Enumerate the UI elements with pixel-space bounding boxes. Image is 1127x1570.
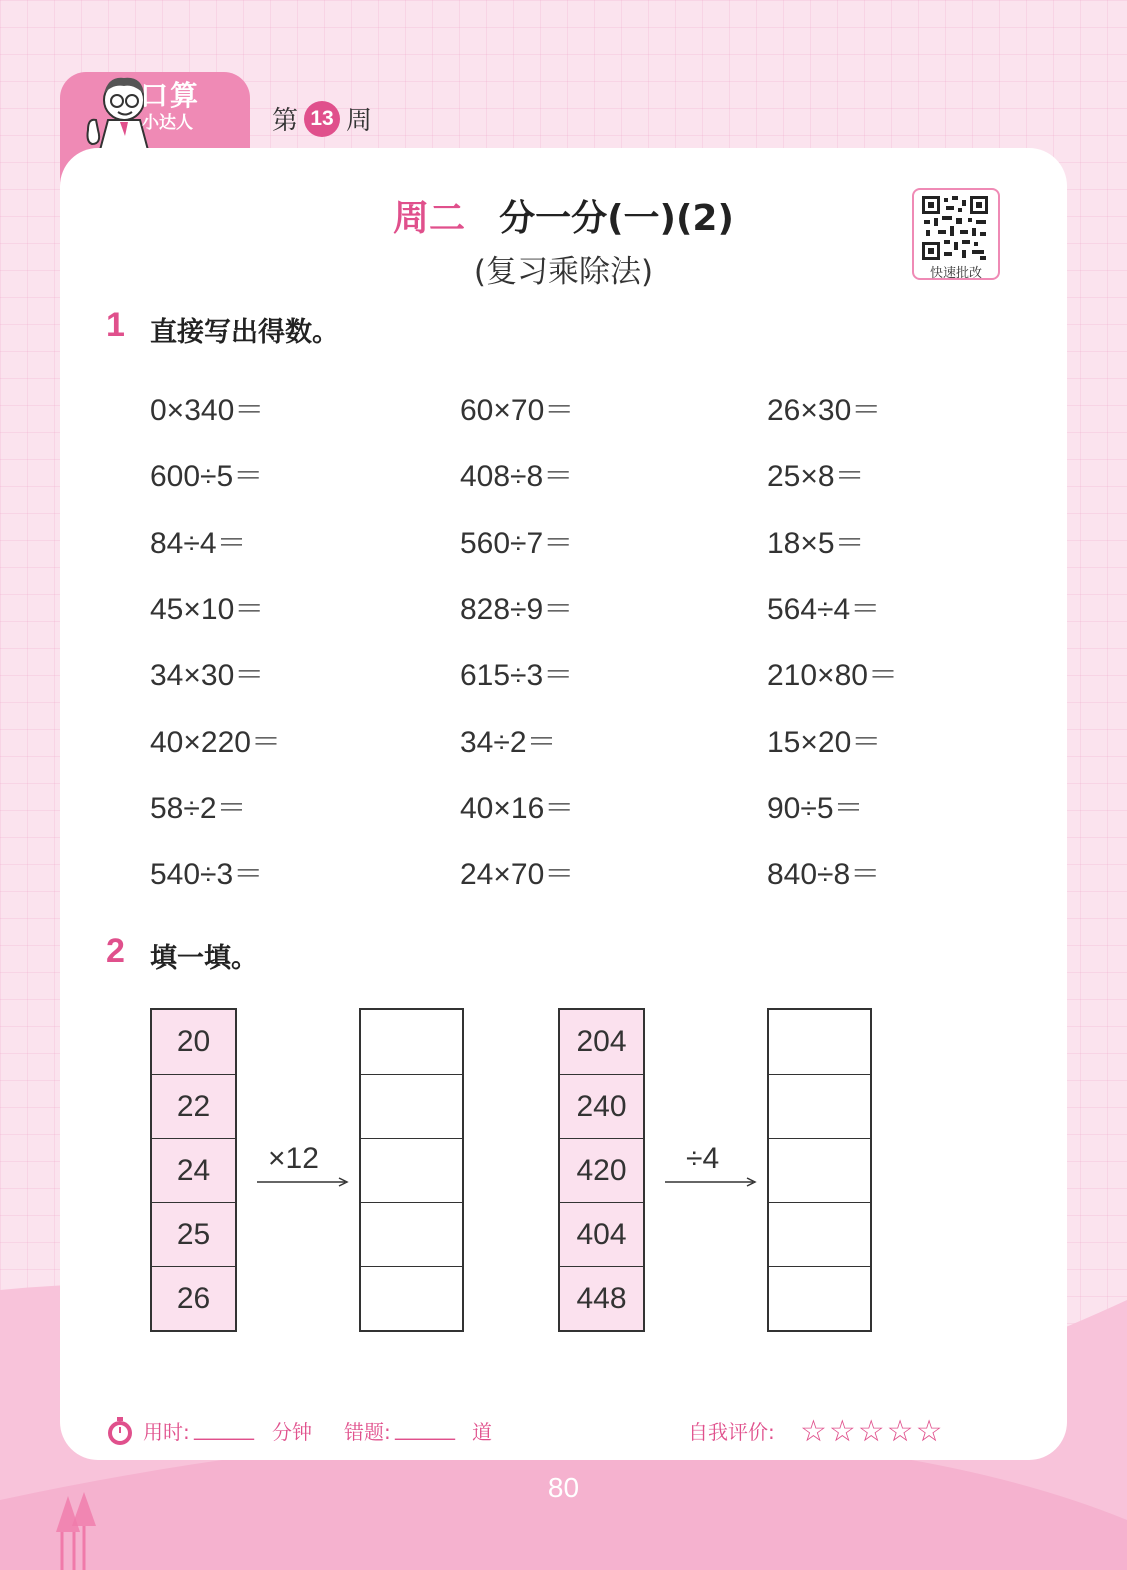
input-cell: 25 xyxy=(152,1202,235,1266)
arrow-icon xyxy=(257,1176,349,1188)
time-input[interactable]: ______ xyxy=(194,1416,254,1440)
input-cell: 22 xyxy=(152,1074,235,1138)
qr-label: 快速批改 xyxy=(929,266,982,281)
badge-subtitle: 小达人 xyxy=(142,113,193,133)
input-cell: 448 xyxy=(560,1266,643,1330)
answer-cell[interactable] xyxy=(361,1010,462,1074)
problem-item: 24×70＝ xyxy=(460,858,575,892)
problem-item: 560÷7＝ xyxy=(460,526,574,560)
section-2-number: 2 xyxy=(106,932,125,970)
answer-cell[interactable] xyxy=(361,1074,462,1138)
badge-title: 口算 xyxy=(140,79,201,112)
rating-label: 自我评价: xyxy=(688,1420,775,1444)
qr-code-icon xyxy=(922,196,988,260)
problem-item: 18×5＝ xyxy=(767,526,865,560)
page-subtitle: (复习乘除法) xyxy=(473,254,654,290)
problem-row xyxy=(150,507,950,573)
week-number-badge: 13 xyxy=(304,101,340,137)
section-2-title: 填一填。 xyxy=(150,943,258,974)
answer-cell[interactable] xyxy=(361,1202,462,1266)
week-prefix: 第 xyxy=(272,106,299,136)
input-cell: 420 xyxy=(560,1138,643,1202)
problem-item: 84÷4＝ xyxy=(150,526,247,560)
app-badge xyxy=(140,80,230,134)
answer-cell[interactable] xyxy=(361,1266,462,1330)
problem-item: 15×20＝ xyxy=(767,725,882,759)
problem-item: 60×70＝ xyxy=(460,394,575,428)
problem-row xyxy=(150,374,950,440)
page-number: 80 xyxy=(547,1472,580,1503)
answer-cell[interactable] xyxy=(769,1010,870,1074)
problem-item: 828÷9＝ xyxy=(460,593,574,627)
week-label xyxy=(272,100,372,137)
problem-row xyxy=(150,705,950,771)
problem-item: 210×80＝ xyxy=(767,659,898,693)
problem-item: 26×30＝ xyxy=(767,394,882,428)
problem-item: 408÷8＝ xyxy=(460,460,574,494)
answer-cell[interactable] xyxy=(361,1138,462,1202)
problem-row xyxy=(150,440,950,506)
problem-item: 40×220＝ xyxy=(150,725,281,759)
time-unit: 分钟 xyxy=(272,1420,312,1444)
week-suffix: 周 xyxy=(346,106,373,136)
input-cell: 404 xyxy=(560,1202,643,1266)
input-cell: 204 xyxy=(576,1025,627,1058)
errors-unit: 道 xyxy=(472,1420,492,1444)
input-cell: 240 xyxy=(560,1074,643,1138)
title-lesson: 分一分(一)(2) xyxy=(499,198,734,239)
operation-left: ×12 xyxy=(268,1142,319,1175)
input-cell: 26 xyxy=(152,1266,235,1330)
answer-column-right xyxy=(767,1008,872,1332)
operation-right: ÷4 xyxy=(686,1142,720,1175)
problem-item: 0×340＝ xyxy=(150,394,265,428)
answer-cell[interactable] xyxy=(769,1074,870,1138)
problem-item: 40×16＝ xyxy=(460,791,575,825)
stopwatch-icon xyxy=(106,1416,134,1446)
pencil-decoration-icon xyxy=(54,1492,102,1570)
section-1-number: 1 xyxy=(106,306,125,344)
problem-row xyxy=(150,838,950,904)
problem-item: 540÷3＝ xyxy=(150,858,264,892)
arrow-icon xyxy=(665,1176,757,1188)
problem-item: 600÷5＝ xyxy=(150,460,264,494)
problem-item: 34×30＝ xyxy=(150,659,265,693)
problem-row xyxy=(150,639,950,705)
problem-item: 564÷4＝ xyxy=(767,593,881,627)
rating-stars[interactable]: ☆☆☆☆☆ xyxy=(800,1414,945,1449)
answer-cell[interactable] xyxy=(769,1202,870,1266)
answer-column-left xyxy=(359,1008,464,1332)
errors-label: 错题: xyxy=(344,1420,391,1444)
input-cell: 20 xyxy=(176,1025,211,1058)
problem-grid xyxy=(150,374,950,904)
problem-row xyxy=(150,772,950,838)
answer-cell[interactable] xyxy=(769,1266,870,1330)
time-label: 用时: xyxy=(143,1420,190,1444)
input-column-right xyxy=(558,1008,645,1332)
problem-item: 840÷8＝ xyxy=(767,858,881,892)
qr-code[interactable] xyxy=(912,188,1000,280)
section-1-title: 直接写出得数。 xyxy=(150,317,339,348)
problem-item: 25×8＝ xyxy=(767,460,865,494)
input-cell: 24 xyxy=(152,1138,235,1202)
answer-cell[interactable] xyxy=(769,1138,870,1202)
problem-item: 34÷2＝ xyxy=(460,725,557,759)
problem-item: 615÷3＝ xyxy=(460,659,574,693)
problem-row xyxy=(150,573,950,639)
problem-item: 90÷5＝ xyxy=(767,791,864,825)
errors-input[interactable]: ______ xyxy=(395,1416,455,1440)
title-day: 周二 xyxy=(393,198,466,239)
problem-item: 45×10＝ xyxy=(150,593,265,627)
input-column-left xyxy=(150,1008,237,1332)
problem-item: 58÷2＝ xyxy=(150,791,247,825)
